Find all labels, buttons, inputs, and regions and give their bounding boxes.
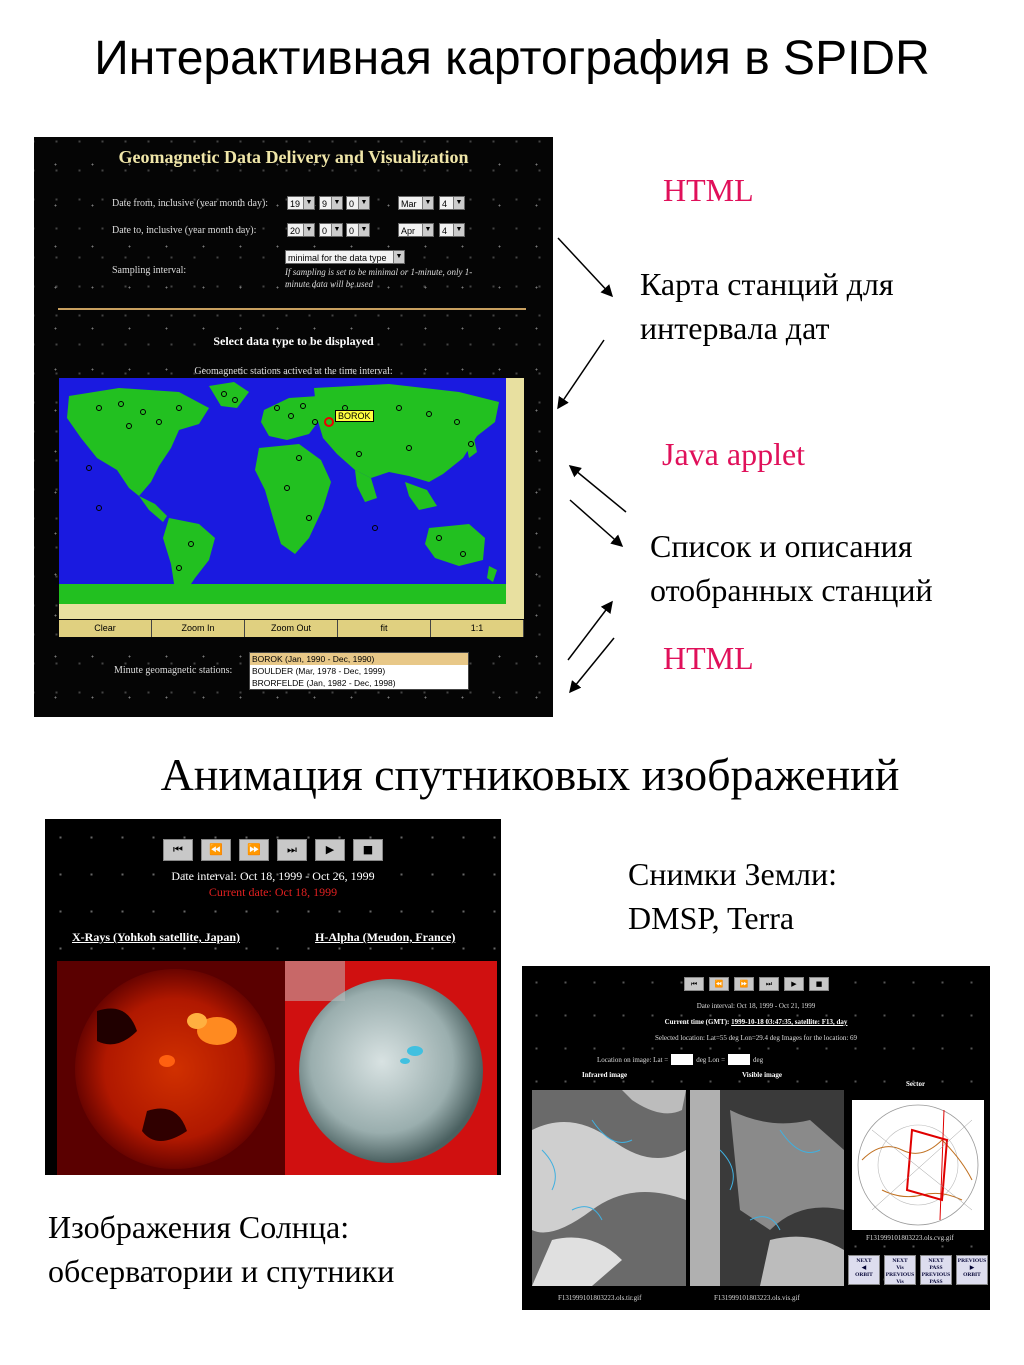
select-data-heading: Select data type to be displayed	[213, 334, 374, 348]
current-time-label: Current time (GMT):	[664, 1018, 730, 1026]
sampling-note: If sampling is set to be minimal or 1-minute, only 1-minute data will be used	[285, 267, 473, 289]
first-icon: ⏮	[173, 843, 183, 856]
earth-animation-panel	[522, 966, 990, 1310]
geomagnetic-panel	[34, 137, 553, 717]
next-orbit-button[interactable]: NEXT ◀ ORBIT	[848, 1255, 880, 1285]
date-from-year-select[interactable]: 9 ▼	[319, 196, 343, 210]
solar-animation-panel	[45, 819, 501, 1175]
infrared-label: Infrared image	[582, 1071, 628, 1079]
visible-image[interactable]	[690, 1090, 844, 1286]
station-label-borok[interactable]: BOROK	[335, 410, 374, 422]
earth-current-time	[522, 1018, 990, 1026]
xray-sun-graphic	[57, 961, 285, 1175]
visible-label: Visible image	[742, 1071, 782, 1079]
previous-orbit-button[interactable]: PREVIOUS ▶ ORBIT	[956, 1255, 988, 1285]
date-to-label: Date to, inclusive (year month day):	[112, 225, 257, 236]
lat-label: Location on image: Lat =	[597, 1055, 669, 1064]
fast-forward-button[interactable]	[239, 839, 269, 861]
next-prev-pass-button[interactable]: NEXT PASS PREVIOUS PASS	[920, 1255, 952, 1285]
solar-current-date: Current date: Oct 18, 1999	[208, 885, 338, 899]
first-icon: ⏮	[690, 980, 698, 988]
sector-map[interactable]	[852, 1100, 984, 1230]
date-to-century-select[interactable]: 20 ▼	[287, 223, 315, 237]
earth-caption: Снимки Земли: DMSP, Terra	[628, 856, 837, 936]
rewind-icon: ⏪	[209, 843, 223, 856]
selected-location: Selected location: Lat=55 deg Lon=29.4 deg Images for the location: 69	[654, 1034, 858, 1042]
last-button[interactable]	[277, 839, 307, 861]
date-to-decade-select[interactable]: 0 ▼	[346, 223, 370, 237]
divider	[58, 308, 526, 310]
xray-sun-image	[57, 961, 285, 1175]
halpha-sun-image	[285, 961, 497, 1175]
list-item[interactable]: BOULDER (Mar, 1978 - Dec, 1999)	[252, 666, 386, 676]
location-input-row	[597, 1054, 763, 1065]
list-item[interactable]: BRORFELDE (Jan, 1982 - Dec, 1998)	[252, 678, 396, 688]
fast-forward-icon: ⏩	[247, 843, 261, 856]
halpha-sun-graphic	[285, 961, 497, 1175]
sampling-select[interactable]: minimal for the data type ▼	[285, 250, 405, 264]
date-from-century-select[interactable]: 19 ▼	[287, 196, 315, 210]
stop-icon: ■	[362, 843, 374, 856]
play-icon: ▶	[325, 843, 335, 856]
date-from-month-select[interactable]: Mar ▼	[398, 196, 434, 210]
lon-label: deg Lon =	[696, 1055, 726, 1064]
animation-heading: Анимация спутниковых изображений	[160, 749, 900, 800]
next-prev-vis-button[interactable]: NEXT Vis PREVIOUS Vis	[884, 1255, 916, 1285]
lon-input[interactable]	[728, 1054, 750, 1065]
infrared-image-graphic	[532, 1090, 686, 1286]
fit-button[interactable]: fit	[338, 620, 431, 637]
halpha-label[interactable]: H-Alpha (Meudon, France)	[315, 930, 456, 944]
earth-play-button[interactable]	[784, 977, 804, 991]
slide-title: Интерактивная картография в SPIDR	[94, 32, 930, 85]
zoom-toolbar	[59, 620, 524, 637]
html-label-bottom: HTML	[663, 640, 754, 676]
zoom-in-button[interactable]: Zoom In	[152, 620, 245, 637]
list-caption: Список и описания отобранных станций	[650, 528, 933, 608]
sector-map-graphic	[852, 1100, 984, 1230]
lat-input[interactable]	[671, 1054, 693, 1065]
world-map-graphic	[59, 378, 506, 604]
clear-button[interactable]: Clear	[59, 620, 152, 637]
vis-file-name: F131999101803223.ols.vis.gif	[714, 1294, 800, 1302]
map-horizontal-scrollbar[interactable]	[59, 604, 524, 619]
current-time-value[interactable]: 1999-10-18 03:47:35, satellite: F13, day	[731, 1018, 848, 1026]
earth-fast-forward-button[interactable]	[734, 977, 754, 991]
solar-date-interval: Date interval: Oct 18, 1999 - Oct 26, 1999	[171, 869, 375, 883]
deg-label: deg	[753, 1055, 764, 1064]
panel-title: Geomagnetic Data Delivery and Visualization	[118, 147, 469, 167]
sector-label: Sector	[906, 1080, 926, 1088]
orbit-navigation	[848, 1255, 988, 1285]
java-applet-label: Java applet	[662, 436, 806, 472]
sampling-label: Sampling interval:	[112, 265, 187, 276]
xray-label[interactable]: X-Rays (Yohkoh satellite, Japan)	[72, 930, 241, 944]
last-icon: ⏭	[765, 980, 773, 988]
html-label-top: HTML	[663, 172, 754, 208]
date-from-day-select[interactable]: 4 ▼	[439, 196, 465, 210]
play-icon: ▶	[791, 980, 797, 988]
station-list[interactable]	[249, 652, 469, 690]
earth-playback-controls	[684, 977, 829, 991]
date-from-decade-select[interactable]: 0 ▼	[346, 196, 370, 210]
world-map[interactable]	[59, 378, 506, 604]
stop-button[interactable]	[353, 839, 383, 861]
date-to-year-select[interactable]: 0 ▼	[319, 223, 343, 237]
last-icon: ⏭	[287, 843, 297, 856]
map-vertical-scrollbar[interactable]	[506, 378, 524, 604]
zoom-out-button[interactable]: Zoom Out	[245, 620, 338, 637]
first-button[interactable]	[163, 839, 193, 861]
earth-date-interval: Date interval: Oct 18, 1999 - Oct 21, 1999	[696, 1002, 816, 1010]
date-to-month-select[interactable]: Apr ▼	[398, 223, 434, 237]
ir-file-name: F131999101803223.ols.tir.gif	[558, 1294, 642, 1302]
stations-heading: Geomagnetic stations actived at the time interval:	[194, 366, 393, 377]
rewind-icon: ⏪	[714, 980, 724, 988]
date-from-label: Date from, inclusive (year month day):	[112, 198, 269, 209]
earth-stop-button[interactable]	[809, 977, 829, 991]
list-item[interactable]: BOROK (Jan, 1990 - Dec, 1990)	[250, 653, 468, 665]
earth-rewind-button[interactable]	[709, 977, 729, 991]
arrows-graphic	[550, 230, 640, 700]
map-caption: Карта станций для интервала дат	[640, 266, 894, 346]
playback-controls	[163, 839, 383, 861]
date-to-day-select[interactable]: 4 ▼	[439, 223, 465, 237]
fast-forward-icon: ⏩	[739, 980, 749, 988]
one-to-one-button[interactable]: 1:1	[431, 620, 524, 637]
rewind-button[interactable]	[201, 839, 231, 861]
play-button[interactable]	[315, 839, 345, 861]
sun-caption: Изображения Солнца: обсерватории и спутники	[48, 1209, 395, 1289]
station-list-label: Minute geomagnetic stations:	[114, 665, 233, 676]
earth-first-button[interactable]	[684, 977, 704, 991]
sector-file-name: F131999101803223.ols.cvg.gif	[866, 1234, 954, 1242]
visible-image-graphic	[690, 1090, 844, 1286]
stop-icon: ■	[815, 980, 823, 988]
infrared-image[interactable]	[532, 1090, 686, 1286]
earth-last-button[interactable]	[759, 977, 779, 991]
